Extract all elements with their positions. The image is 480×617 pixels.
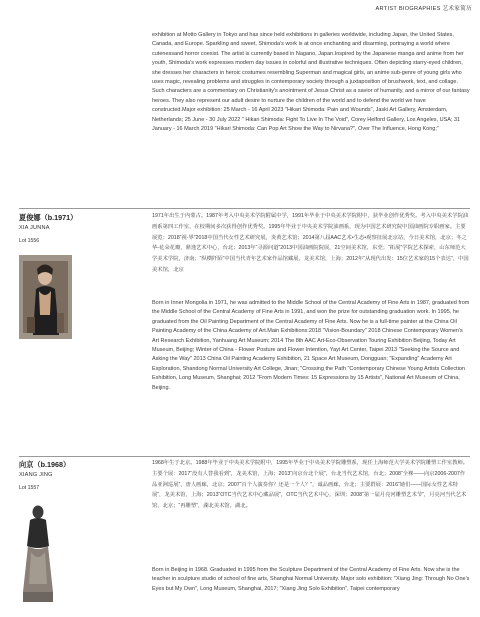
lot-number: Lot 1557 [19,485,40,491]
artist-bio-section [152,458,470,512]
artist-bio-cn: 1968年生于北京。1988年毕业于中央美术学院附中，1995年毕业于中央美术学院雕塑系，现任上海师范大学美术学院雕塑工作室教师。主要个展：2017“没有人替我看到”，龙美术馆，上海；2013“向京台北个展”，台北当代艺术馆，台北；2008“全裸——向京2006-2007作品亚洲巡展”，唐人画廊，北京；2007“百个人演奏你？还是一个人？”，诚品画廊，台北；主要群展：2016“她们——国际女性艺术特展”，龙美术馆，上海；2013“OTC当代艺术中心藏品展”，OTC当代艺术中心，深圳；2008“第一届月亮河雕塑艺术节”，月亮河当代艺术馆，北京；“再雕塑”，湖北美术馆，湖北。 [152,460,469,510]
artist-name-cn: 向京（b.1968） [19,460,71,469]
artist-header [19,460,149,491]
previous-artist-bio: exhibition at Motto Gallery in Tokyo and has since held exhibitions in galleries worldwide, including Japan, the United States, Canada, and Europe. Sparkling and sweet, Shimoda's work is at once enchanting and disarming, portraying a world where cutenessand horror coexist. The artist is currently based in Nagano, Japan.Inspired by the Japanese manga and anime from her youth, Shimoda's work expresses modern day issues in colorful and illustrative techniques. Often depicting starry-eyed children, she dresses her characters in heroic costumes resembling Superman and magical girls, an anime sub-genre of young girls who uses magic, revealing problems and struggles in contemporary society through a juxtaposition of brushwork, text, and collage. Such characters are a commentary on Christianity's anointment of Jesus Christ as a savior of humanity, and a mirror of our fantasy heroes. They also represent our adult desire to nurture the children of the world and to defend the world we have constructed.Major exhibition: 25 March - 16 April 2023 "Hikari Shimoda: Pain and Wounds", Jaski Art Gallery, Amsterdam, Netherlands; 25 June - 30 July 2022 " Hikari Shimoda: Fight To Live In The Void", Corey Helford Gallery, Los Angeles, USA; 31 January - 16 March 2019 "Hikari Shimoda: Can Pop Art Show the Way to Nirvana?", Over The Influence, Hong Kong;" [152,32,470,133]
section-divider [19,456,470,457]
artist-name-en: XIANG JING [19,472,53,478]
artist-header [19,213,149,244]
artist-bio-en: Born in Beijing in 1968. Graduated in 1995 from the Sculpture Department of the Central Academy of Fine Arts. Now she is the teacher in sculpture studio of school of fine arts, Shanghai Normal University. Major solo exhibition: "Xiang Jing: Through No One's Eyes but My Own", Long Museum, Shanghai, 2017; "Xiang Jing Solo Exhibition", Taipei contemporary [152,567,470,592]
artist-name-cn: 夏俊娜（b.1971） [19,213,78,222]
artist-portrait [19,502,57,605]
artist-name-en: XIA JUNNA [19,225,50,231]
artist-bio-en: Born in Inner Mongolia in 1971, he was admitted to the Middle School of the Central Academy of Fine Arts in 1987, graduated from the Middle School of the Central Academy of Fine Arts in 1991, and won the prize for outstanding graduation work. In 1995, he graduated from the Oil Painting Department of the Central Academy of Fine Arts. Now he is a full-time painter at the China Oil Painting Academy of the China Academy of Art.Main Exhibitions:2018 "Vision-Boundary" 2018 Chinese Contemporary Women's Art Research Exhibition, Yanhuang Art Museum; 2014 The 8th AAC Art-Eco-Observation Touring Exhibition Beijing, Today Art Museum, Beijing; Winter of China - Flower Posture and Flower Intention, Yayi Art Center, Taipei 2013 "Seeking the Source and Asking the Way" 2013 China Oil Painting Academy Exhibition, 21 Space Art Museum, Dongguan; "Expanding" Academy Art Exploration, Shandong Normal University Art College, Jinan; "Crossing the Path "Contemporary Chinese Young Artists Collection Exhibition, Long Museum, Shanghai; 2012 "From Modern Times: 15 Expressions by 15 Artists", National Art Museum of China, Beijing. [152,300,470,391]
artist-bio-section-en [152,566,470,594]
artist-bio-section-en [152,299,470,393]
artist-portrait [19,255,72,339]
artist-bio-section [152,211,470,276]
artist-bio-cn: 1971年出生于内蒙古。1987年考入中央美术学院附属中学，1991年毕业于中央美术学院附中，获毕业创作优秀奖。考入中央美术学院油画系第四工作室，在校期间多次获得创作优秀奖。1995年毕业于中央美术学院油画系，现为中国艺术研究院中国油画院专职画家。主要展览：2018“视·界”2018中国当代女性艺术研究展，炎黄艺术馆；2014第八届AAC艺术•生态•观察征展北京站，今日美术馆，北京；冬之华-花朵花瓣，鼎逸艺术中心，台北；2013年“寻源问道”2013中国油画院院展，21空间美术馆，东莞；“拓展”学院艺术探索，山东师范大学美术学院，济南；“纵横阡陌”中国当代青年艺术家作品馆藏展，龙美术馆，上海；2012年“从现代出发：15位艺术家的15个表达”，中国美术馆，北京 [152,213,469,273]
section-divider [19,208,470,209]
page-header: ARTIST BIOGRAPHIES 艺术家简历 [375,6,472,12]
lot-number: Lot 1556 [19,238,40,244]
